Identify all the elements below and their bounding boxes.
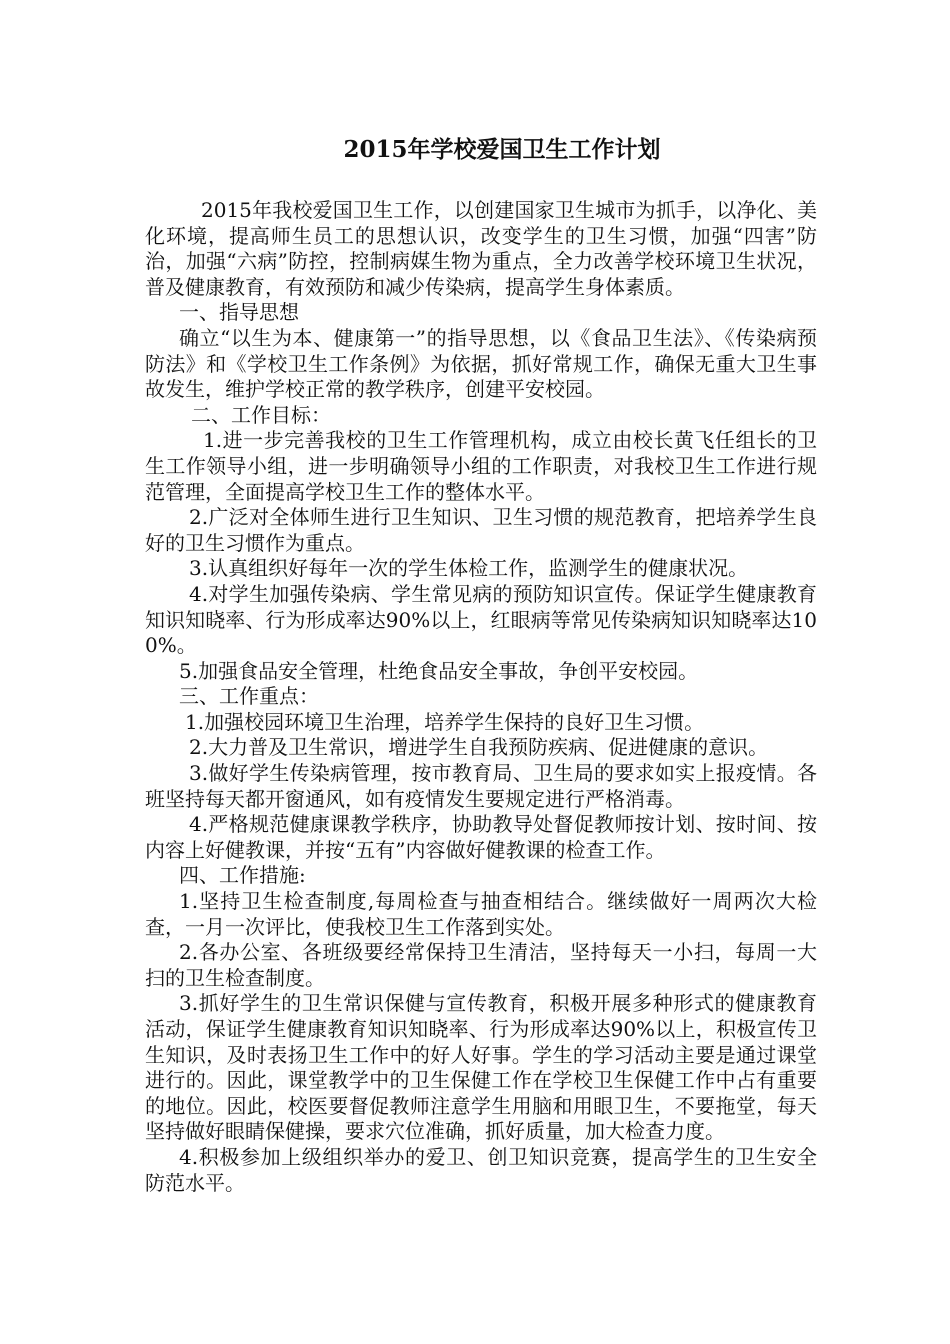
document-title: 2015年学校爱国卫生工作计划 [343, 136, 661, 163]
focus-item-3: 3.做好学生传染病管理，按市教育局、卫生局的要求如实上报疫情。各班坚持每天都开窗通风，如有疫情发生要规定进行严格消毒。 [145, 761, 817, 811]
focus-item-2: 2.大力普及卫生常识，增进学生自我预防疾病、促进健康的意识。 [189, 735, 769, 760]
focus-item-4: 4.严格规范健康课教学秩序，协助教导处督促教师按计划、按时间、按内容上好健教课，并按“五有”内容做好健教课的检查工作。 [145, 812, 817, 862]
goal-item-1: 1.进一步完善我校的卫生工作管理机构，成立由校长黄飞任组长的卫生工作领导小组，进一步明确领导小组的工作职责，对我校卫生工作进行规范管理，全面提高学校卫生工作的整体水平。 [145, 428, 817, 504]
measure-item-3: 3.抓好学生的卫生常识保健与宣传教育，积极开展多种形式的健康教育活动，保证学生健康教育知识知晓率、行为形成率达90%以上，积极宣传卫生知识，及时表扬卫生工作中的好人好事。学生的学习活动主要是通过课堂进行的。因此，课堂教学中的卫生保健工作在学校卫生保健工作中占有重要的地位。因此，校医要督促教师注意学生用脑和用眼卫生，不要拖堂，每天坚持做好眼睛保健操，要求穴位准确，抓好质量，加大检查力度。 [145, 991, 817, 1144]
section-heading-work-focus: 三、工作重点： [179, 684, 319, 709]
section-heading-work-measures: 四、工作措施: [179, 863, 306, 888]
focus-item-1: 1.加强校园环境卫生治理，培养学生保持的良好卫生习惯。 [185, 709, 705, 734]
goal-item-5: 5.加强食品安全管理，杜绝食品安全事故，争创平安校园。 [179, 658, 699, 683]
goal-item-3: 3.认真组织好每年一次的学生体检工作，监测学生的健康状况。 [189, 556, 749, 581]
goal-item-2: 2.广泛对全体师生进行卫生知识、卫生习惯的规范教育，把培养学生良好的卫生习惯作为重点。 [145, 505, 817, 555]
measure-item-2: 2.各办公室、各班级要经常保持卫生清洁，坚持每天一小扫，每周一大扫的卫生检查制度。 [145, 940, 817, 990]
measure-item-4: 4.积极参加上级组织举办的爱卫、创卫知识竞赛，提高学生的卫生安全防范水平。 [145, 1144, 817, 1195]
section-heading-work-goals: 二、工作目标： [191, 402, 331, 427]
guiding-ideology-paragraph: 确立“以生为本、健康第一”的指导思想，以《食品卫生法》、《传染病预防法》和《学校卫生工作条例》为依据，抓好常规工作，确保无重大卫生事故发生，维护学校正常的教学秩序，创建平安校园。 [145, 325, 817, 402]
section-heading-guiding-ideology: 一、指导思想 [179, 300, 299, 325]
document-body [145, 198, 817, 1196]
measure-item-1: 1.坚持卫生检查制度,每周检查与抽查相结合。继续做好一周两次大检查，一月一次评比，使我校卫生工作落到实处。 [145, 889, 817, 939]
intro-paragraph: 2015年我校爱国卫生工作，以创建国家卫生城市为抓手，以净化、美化环境，提高师生员工的思想认识，改变学生的卫生习惯，加强“四害”防治，加强“六病”防控，控制病媒生物为重点，全力改善学校环境卫生状况，普及健康教育，有效预防和减少传染病，提高学生身体素质。 [145, 198, 817, 299]
goal-item-4: 4.对学生加强传染病、学生常见病的预防知识宣传。保证学生健康教育知识知晓率、行为形成率达90%以上，红眼病等常见传染病知识知晓率达100%。 [145, 581, 817, 658]
